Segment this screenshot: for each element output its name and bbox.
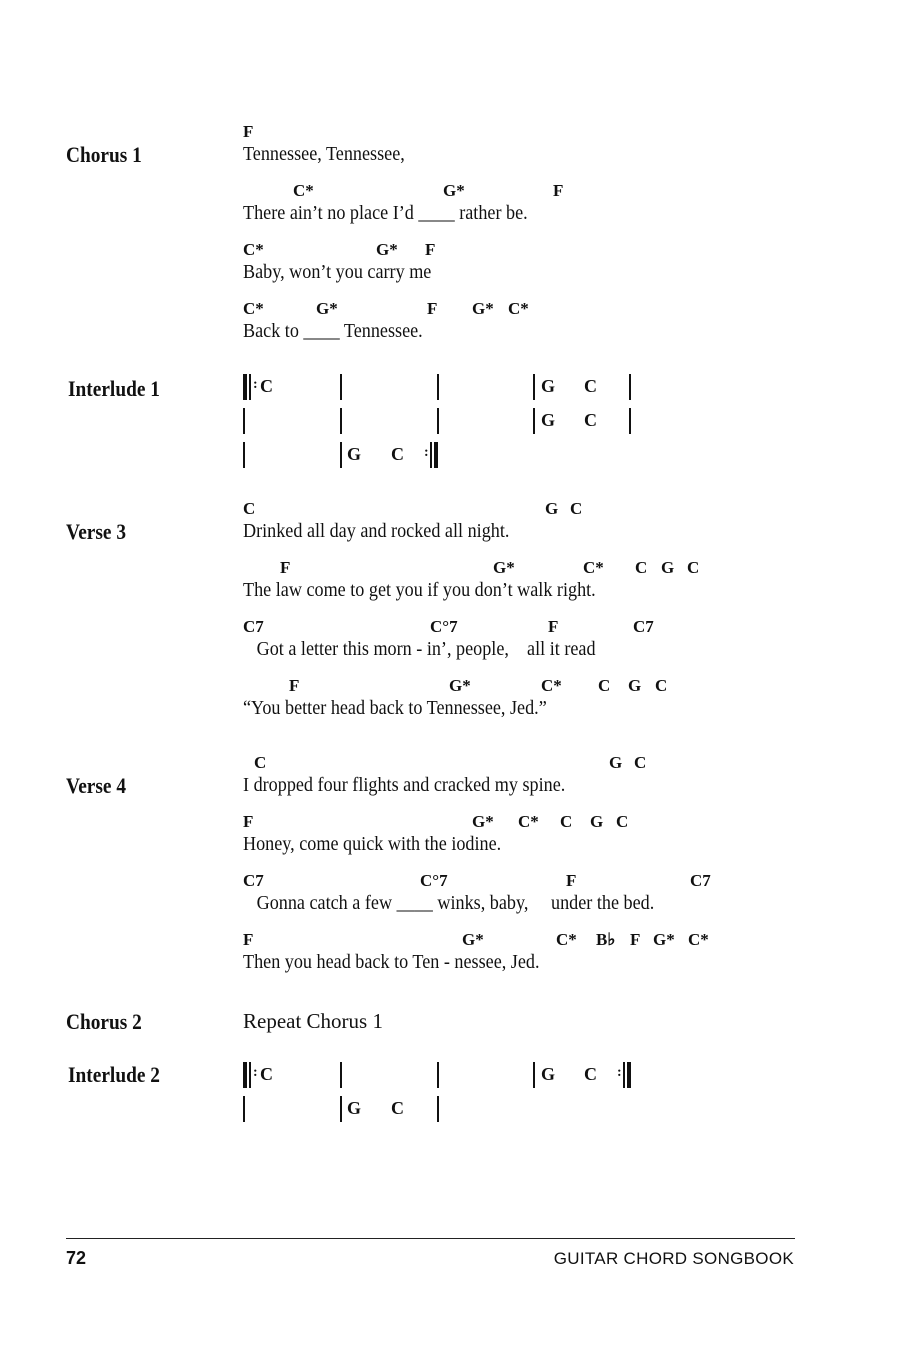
lyric-text: Tennessee, Tennessee,: [243, 144, 405, 165]
barline: [437, 374, 439, 400]
repeat-dots: :: [253, 1065, 258, 1080]
chord: F: [630, 930, 641, 949]
lyric-text: The law come to get you if you don’t walk right.: [243, 580, 596, 601]
barline: [623, 1062, 625, 1088]
tab-chord: C: [391, 1098, 404, 1118]
chord: F: [243, 812, 254, 831]
chord: C: [616, 812, 629, 831]
chord: C*: [583, 558, 604, 577]
chord: C*: [243, 240, 264, 259]
lyric-text: Then you head back to Ten - nessee, Jed.: [243, 952, 540, 973]
barline: [340, 1096, 342, 1122]
chord: F: [289, 676, 300, 695]
chord: G*: [493, 558, 515, 577]
tab-chord: G: [347, 444, 362, 464]
chord: C*: [688, 930, 709, 949]
footer-divider: [66, 1238, 795, 1239]
barline: [340, 442, 342, 468]
chord: C*: [556, 930, 577, 949]
chord: C7: [690, 871, 711, 890]
section-label-verse-3: Verse 3: [66, 519, 127, 544]
barline: [533, 408, 535, 434]
section-label-chorus-1: Chorus 1: [66, 142, 142, 167]
barline: [629, 374, 631, 400]
chord: C7: [633, 617, 654, 636]
tab-row: [243, 442, 663, 472]
chord: C: [243, 499, 256, 518]
tab-chord: C: [391, 444, 404, 464]
lyric-text: Baby, won’t you carry me: [243, 262, 432, 283]
barline: [629, 408, 631, 434]
barline: [340, 1062, 342, 1088]
repeat-start-barline: [243, 1062, 247, 1088]
chord: G: [661, 558, 675, 577]
chord: B♭: [596, 930, 616, 949]
chord: G*: [443, 181, 465, 200]
chord: C: [687, 558, 700, 577]
chord: C*: [243, 299, 264, 318]
lyric-text: There ain’t no place I’d ____ rather be.: [243, 203, 528, 224]
tab-chord: G: [541, 410, 556, 430]
chord: G*: [449, 676, 471, 695]
tab-chord: G: [541, 1064, 556, 1084]
chord: C*: [293, 181, 314, 200]
barline: [243, 1096, 245, 1122]
lyric-text: “You better head back to Tennessee, Jed.”: [243, 698, 547, 719]
repeat-dots: :: [253, 377, 258, 392]
repeat-end-barline: [434, 442, 438, 468]
lyric-text: Honey, come quick with the iodine.: [243, 834, 502, 855]
chord: F: [425, 240, 436, 259]
barline: [437, 1096, 439, 1122]
tab-chord: C: [584, 410, 597, 430]
section-label-interlude-2: Interlude 2: [68, 1062, 160, 1087]
barline: [249, 374, 251, 400]
barline: [243, 408, 245, 434]
barline: [243, 442, 245, 468]
chord: F: [553, 181, 564, 200]
section-label-verse-4: Verse 4: [66, 773, 127, 798]
repeat-start-barline: [243, 374, 247, 400]
chord: C: [570, 499, 583, 518]
barline: [533, 374, 535, 400]
chord: C: [598, 676, 611, 695]
chord: F: [566, 871, 577, 890]
barline: [430, 442, 432, 468]
chord: F: [280, 558, 291, 577]
section-label-interlude-1: Interlude 1: [68, 376, 160, 401]
chord: G: [545, 499, 559, 518]
chord: F: [243, 930, 254, 949]
chord: C: [655, 676, 668, 695]
lyric-text: I dropped four flights and cracked my spine.: [243, 775, 566, 796]
chord: F: [243, 122, 254, 141]
chord: C*: [518, 812, 539, 831]
chord: F: [548, 617, 559, 636]
chord: G*: [376, 240, 398, 259]
page-number: 72: [66, 1248, 87, 1268]
repeat-dots: :: [424, 445, 429, 460]
barline: [437, 408, 439, 434]
chord: G*: [472, 812, 494, 831]
chord: G: [590, 812, 604, 831]
chord: C: [635, 558, 648, 577]
repeat-dots: :: [617, 1065, 622, 1080]
barline: [249, 1062, 251, 1088]
chord: G*: [462, 930, 484, 949]
chord: C°7: [430, 617, 458, 636]
barline: [340, 408, 342, 434]
book-title: GUITAR CHORD SONGBOOK: [553, 1249, 794, 1268]
chord: C*: [541, 676, 562, 695]
tab-chord: G: [541, 376, 556, 396]
barline: [533, 1062, 535, 1088]
chord: C: [254, 753, 267, 772]
chord: G*: [653, 930, 675, 949]
tab-chord: C: [584, 376, 597, 396]
barline: [437, 1062, 439, 1088]
chord: C°7: [420, 871, 448, 890]
barline: [340, 374, 342, 400]
chord: C: [634, 753, 647, 772]
tab-row: [243, 1096, 663, 1126]
chord: G*: [316, 299, 338, 318]
lyric-text: Back to ____ Tennessee.: [243, 321, 423, 342]
chord: G: [609, 753, 623, 772]
tab-row: [243, 374, 663, 404]
chord: G: [628, 676, 642, 695]
lyric-text: Gonna catch a few ____ winks, baby, under the bed.: [243, 893, 655, 914]
repeat-end-barline: [627, 1062, 631, 1088]
repeat-instruction: Repeat Chorus 1: [243, 1009, 383, 1033]
lyric-text: Drinked all day and rocked all night.: [243, 521, 510, 542]
chord: C: [560, 812, 573, 831]
chord: G*: [472, 299, 494, 318]
chord: C7: [243, 871, 264, 890]
tab-chord: C: [584, 1064, 597, 1084]
section-label-chorus-2: Chorus 2: [66, 1009, 142, 1034]
chord: F: [427, 299, 438, 318]
lyric-text: Got a letter this morn - in’, people, all it read: [243, 639, 596, 660]
tab-chord: G: [347, 1098, 362, 1118]
chord: C*: [508, 299, 529, 318]
tab-row: [243, 1062, 663, 1092]
tab-row: [243, 408, 663, 438]
tab-chord: C: [260, 1064, 273, 1084]
tab-chord: C: [260, 376, 273, 396]
chord: C7: [243, 617, 264, 636]
